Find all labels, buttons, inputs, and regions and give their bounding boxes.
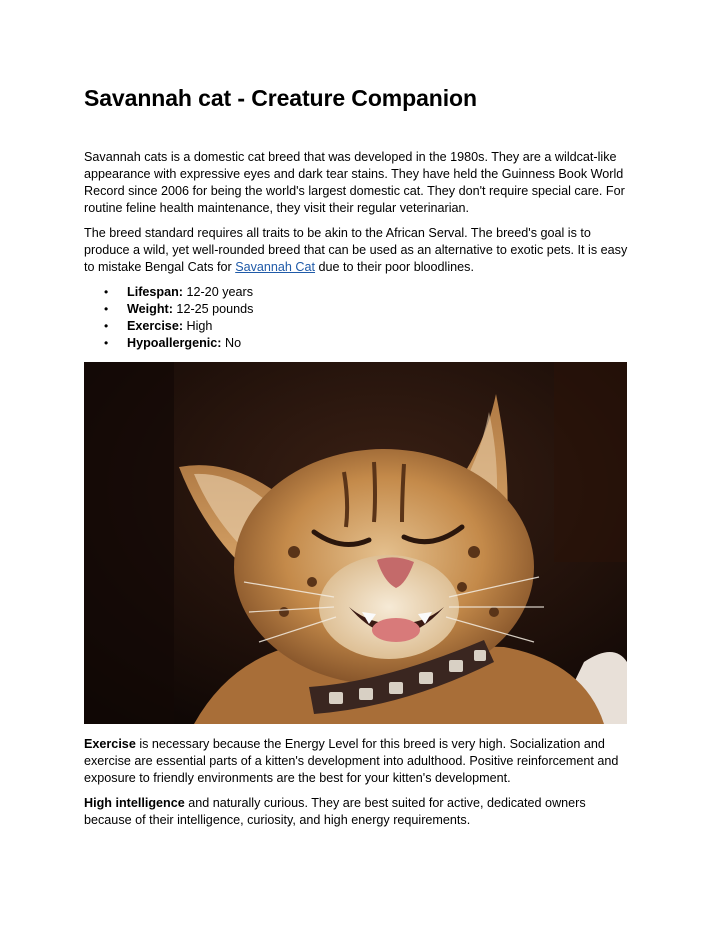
list-item-exercise [84, 318, 636, 335]
fact-label: Exercise: [127, 319, 184, 333]
bullet-icon: • [104, 285, 109, 299]
fact-value: No [221, 336, 242, 350]
savannah-cat-photo [84, 362, 627, 724]
fact-value: 12-20 years [182, 285, 253, 299]
list-item-lifespan [84, 284, 636, 301]
exercise-text: is necessary because the Energy Level for this breed is very high. Socialization and exercise are essential parts of a kitten's development into adulthood. Positive reinforcement and exposure to friendly environments are the best for your kitten's development. [84, 737, 619, 785]
page-title: Savannah cat - Creature Companion [84, 85, 477, 111]
fact-label: Lifespan: [127, 285, 183, 299]
exercise-lead: Exercise [84, 737, 136, 751]
intro-paragraph-2-text-after: due to their poor bloodlines. [315, 260, 474, 274]
intelligence-lead: High intelligence [84, 796, 185, 810]
intro-paragraph-2 [84, 225, 636, 276]
list-item-hypoallergenic [84, 335, 636, 352]
intelligence-text: and naturally curious. They are best suited for active, dedicated owners because of their intelligence, curiosity, and high energy requirements. [84, 796, 586, 827]
intelligence-paragraph [84, 795, 636, 829]
document-page [84, 82, 636, 829]
savannah-cat-link[interactable]: Savannah Cat [235, 260, 316, 274]
intro-paragraph-1: Savannah cats is a domestic cat breed that was developed in the 1980s. They are a wildcat-like appearance with expressive eyes and dark tear stains. They have held the Guinness Book World Record since 2006 for being the world's largest domestic cat. They don't require special care. For routine feline health maintenance, they visit their regular veterinarian. [84, 150, 625, 215]
fact-value: 12-25 pounds [172, 302, 254, 316]
bullet-icon: • [104, 302, 109, 316]
fact-value: High [183, 319, 213, 333]
list-item-weight [84, 301, 636, 318]
exercise-paragraph [84, 736, 636, 787]
breed-facts-list [84, 284, 636, 352]
fact-label: Weight: [127, 302, 173, 316]
bullet-icon: • [104, 336, 109, 350]
fact-label: Hypoallergenic: [127, 336, 222, 350]
bullet-icon: • [104, 319, 109, 333]
intro-paragraph-2-text-before: The breed standard requires all traits to be akin to the African Serval. The breed's goal is to produce a wild, yet well-rounded breed that can be used as an alternative to exotic pets. It is easy to mistake Bengal Cats for [84, 226, 628, 274]
